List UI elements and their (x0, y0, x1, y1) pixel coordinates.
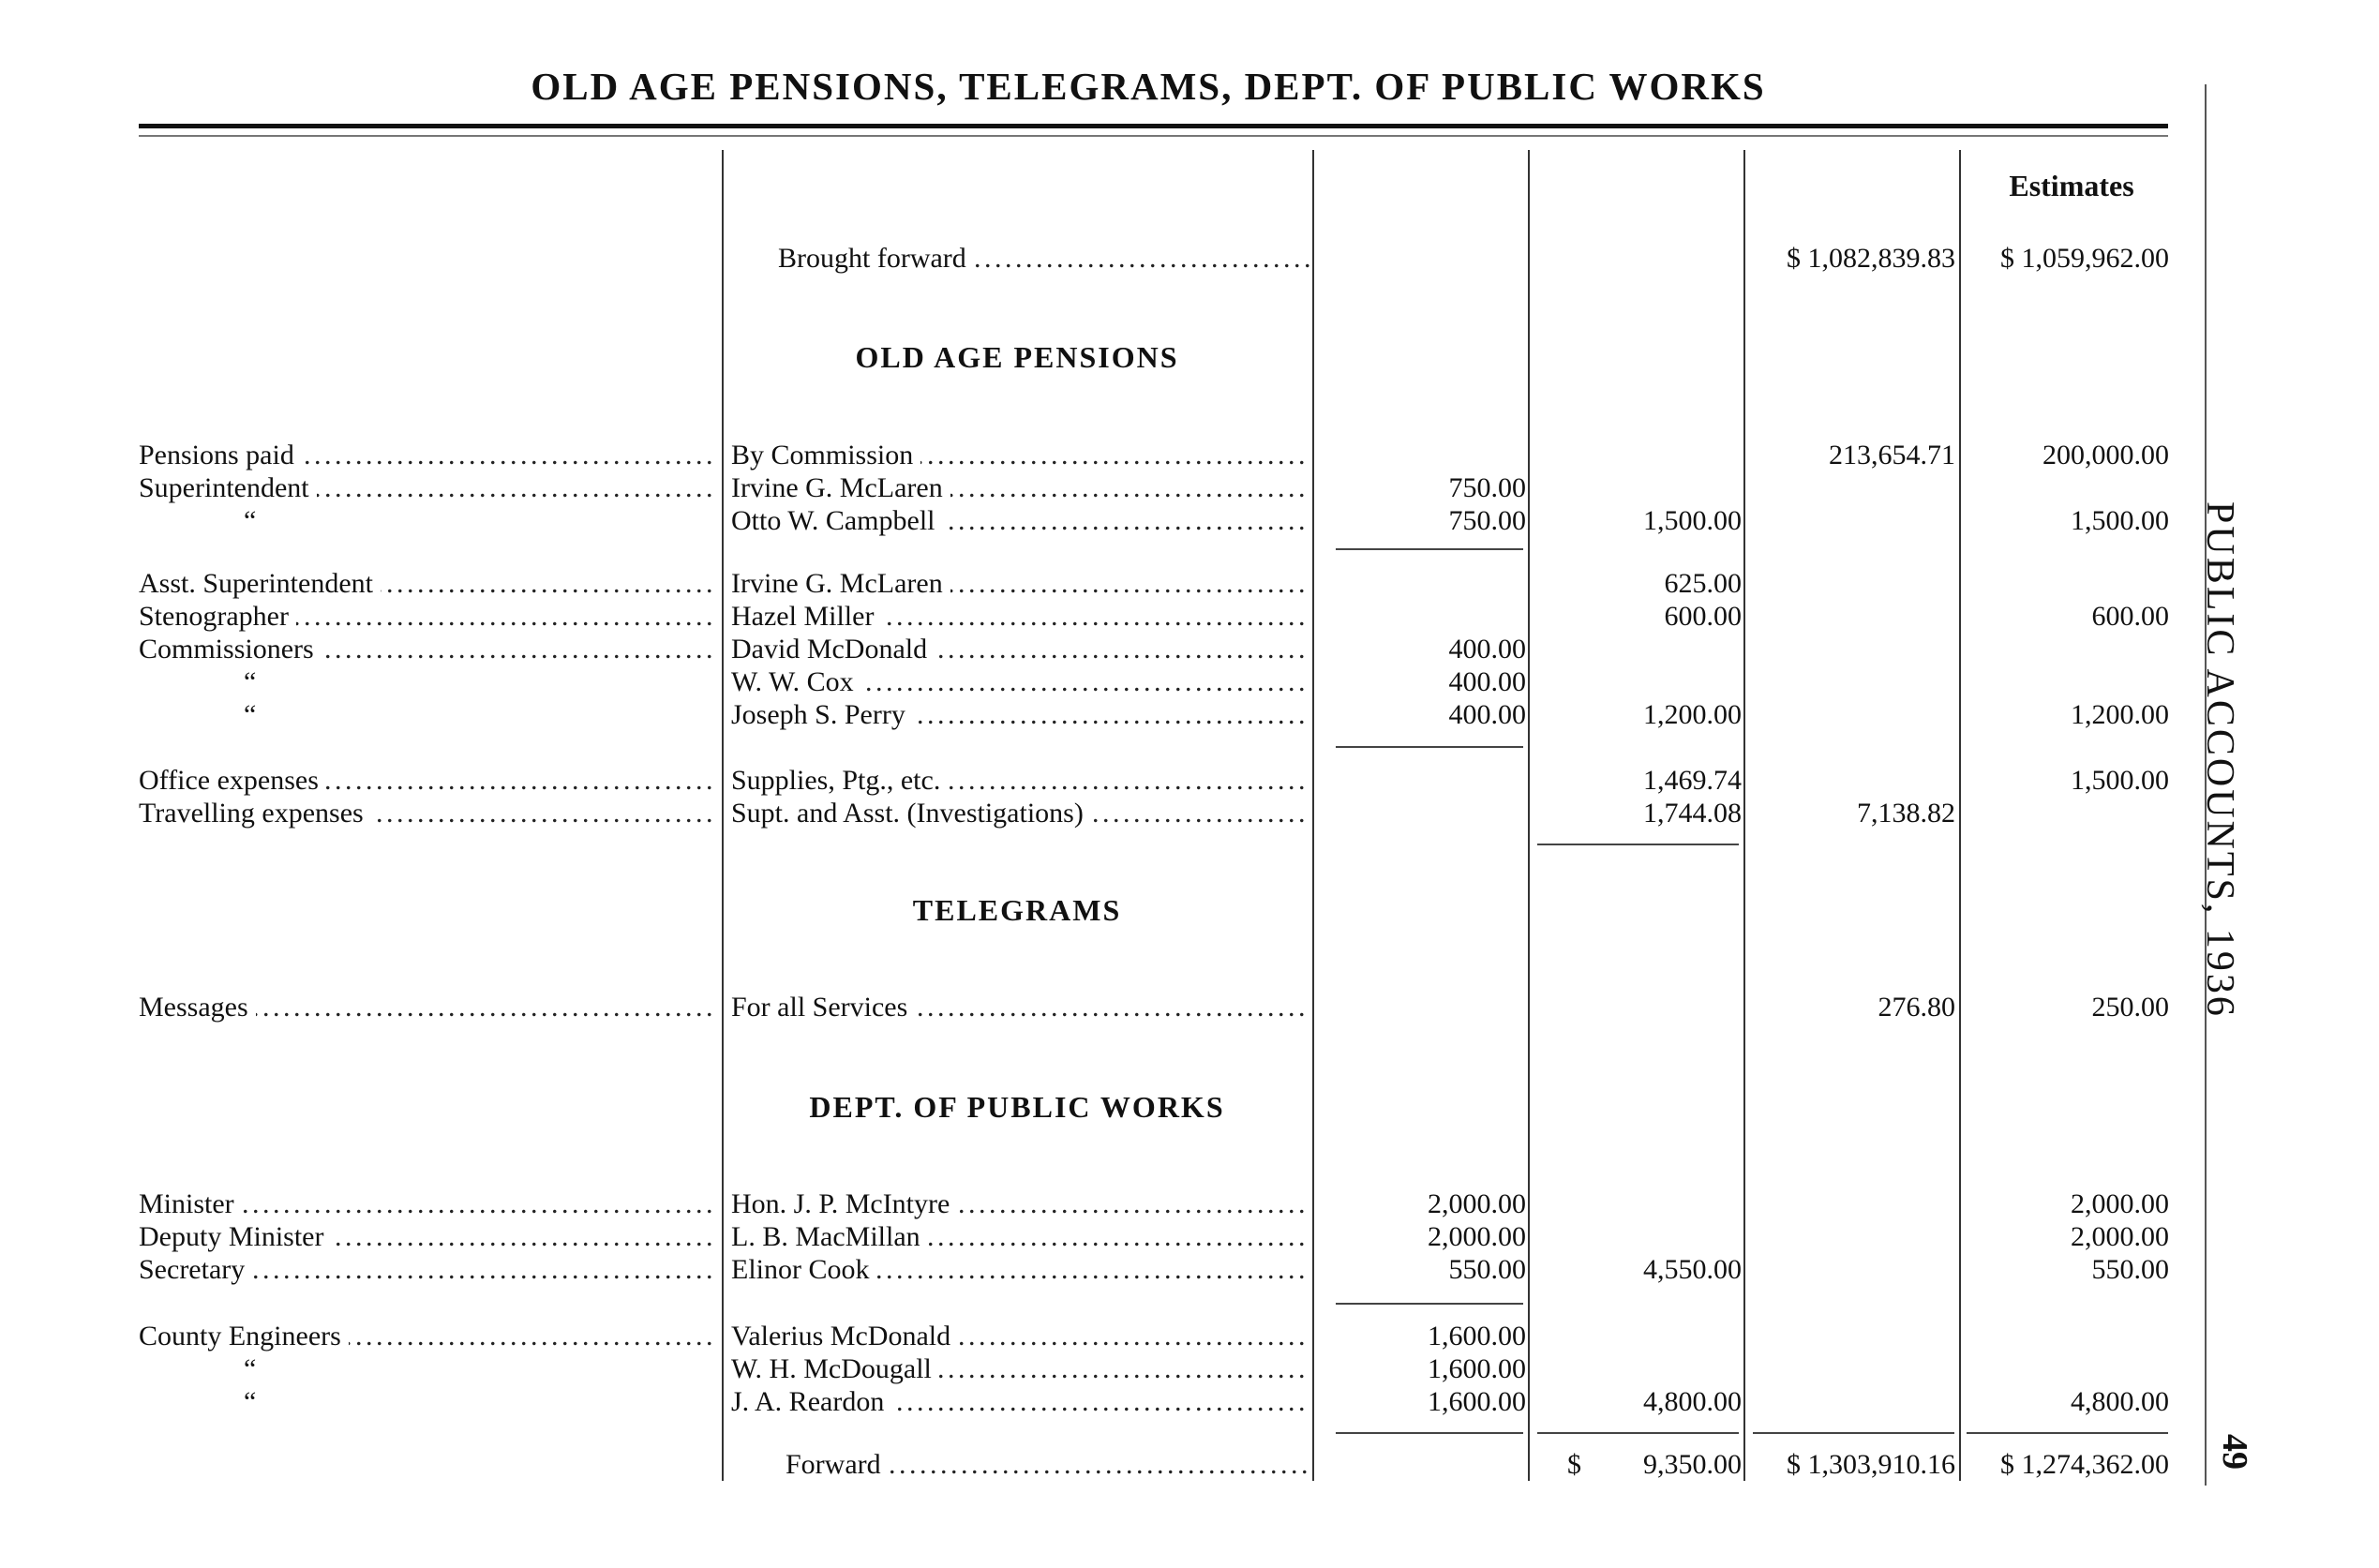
table-row (0, 504, 2379, 537)
row-desc: Otto W. Campbell . . . (731, 504, 1310, 537)
row-desc: W. H. McDougall . . . (731, 1352, 1310, 1385)
table-row (0, 567, 2379, 600)
row-desc: Forward . . . (786, 1448, 1310, 1481)
row-label-ditto: “ (139, 1385, 718, 1418)
row-desc: L. B. MacMillan . . . (731, 1220, 1310, 1253)
table-row (0, 1187, 2379, 1220)
amount-col3: $ 1,303,910.16 (1787, 1449, 1955, 1480)
estimates-header: Estimates (2009, 169, 2134, 202)
amount-col4: 1,200.00 (2071, 699, 2169, 730)
subtotal-rule (1336, 746, 1523, 748)
section-heading-telegrams: TELEGRAMS (912, 893, 1122, 927)
row-desc: Supplies, Ptg., etc. . . . (731, 764, 1310, 797)
row-desc: Joseph S. Perry . . . (731, 698, 1310, 731)
row-label: Messages . . . (139, 991, 718, 1023)
row-desc: For all Services . . . (731, 991, 1310, 1023)
row-label-ditto: “ (139, 665, 718, 698)
row-label: County Engineers . . . (139, 1320, 718, 1352)
table-row (0, 439, 2379, 471)
table-row (0, 665, 2379, 698)
row-desc: David McDonald . . . (731, 633, 1310, 665)
row-label-ditto: “ (139, 698, 718, 731)
page-title: OLD AGE PENSIONS, TELEGRAMS, DEPT. OF PUBLIC WORKS (531, 65, 1766, 108)
row-desc: By Commission . . . (731, 439, 1310, 471)
table-row (0, 471, 2379, 504)
table-row (0, 1253, 2379, 1286)
table-row (0, 797, 2379, 829)
table-row (0, 991, 2379, 1023)
amount-col4: $ 1,274,362.00 (2000, 1449, 2169, 1480)
amount-col1: 400.00 (1448, 666, 1526, 697)
amount-col1: 1,600.00 (1428, 1386, 1526, 1417)
row-label: Minister . . . (139, 1187, 718, 1220)
table-row (0, 1352, 2379, 1385)
row-desc: Hazel Miller . . . (731, 600, 1310, 633)
amount-col4: 4,800.00 (2071, 1386, 2169, 1417)
row-desc: Elinor Cook . . . (731, 1253, 1310, 1286)
amount-col3: $ 1,082,839.83 (1787, 243, 1955, 274)
amount-col3: 213,654.71 (1829, 440, 1955, 470)
table-row-brought-forward (0, 242, 2379, 275)
table-row (0, 1220, 2379, 1253)
row-desc: Valerius McDonald . . . (731, 1320, 1310, 1352)
page-number: 49 (2215, 1434, 2254, 1470)
subtotal-rule (1537, 844, 1739, 845)
row-desc: W. W. Cox . . . (731, 665, 1310, 698)
table-row (0, 764, 2379, 797)
amount-col4: 200,000.00 (2042, 440, 2169, 470)
amount-col3: 276.80 (1878, 992, 1955, 1023)
row-label: Office expenses . . . (139, 764, 718, 797)
amount-col2: 625.00 (1664, 568, 1742, 599)
row-desc: Brought forward . . . (778, 242, 1310, 275)
total-rule-col3 (1753, 1432, 1954, 1434)
subtotal-rule (1336, 548, 1523, 550)
title-rule-thin (139, 135, 2168, 137)
row-label: Commissioners . . . (139, 633, 718, 665)
row-label: Stenographer . . . (139, 600, 718, 633)
amount-col2: 4,550.00 (1643, 1254, 1742, 1285)
amount-col4: 250.00 (2091, 992, 2169, 1023)
amount-col1: 2,000.00 (1428, 1221, 1526, 1252)
total-rule-col2 (1537, 1432, 1739, 1434)
amount-col4: 1,500.00 (2071, 505, 2169, 536)
title-rule-thick (139, 124, 2168, 128)
row-label-ditto: “ (139, 504, 718, 537)
amount-col2: 1,200.00 (1643, 699, 1742, 730)
row-desc: Hon. J. P. McIntyre . . . (731, 1187, 1310, 1220)
amount-col1: 400.00 (1448, 699, 1526, 730)
currency-sign: $ (1567, 1449, 1581, 1480)
amount-col2: 1,744.08 (1643, 798, 1742, 829)
amount-col1: 750.00 (1448, 505, 1526, 536)
row-label: Travelling expenses . . . (139, 797, 718, 829)
amount-col4: 1,500.00 (2071, 765, 2169, 796)
amount-col1: 750.00 (1448, 472, 1526, 503)
row-label-ditto: “ (139, 1352, 718, 1385)
amount-col1: 400.00 (1448, 634, 1526, 665)
row-label: Asst. Superintendent . . . (139, 567, 718, 600)
amount-col4: $ 1,059,962.00 (2000, 243, 2169, 274)
amount-col4: 600.00 (2091, 601, 2169, 632)
amount-col1: 2,000.00 (1428, 1188, 1526, 1219)
amount-col4: 550.00 (2091, 1254, 2169, 1285)
table-row (0, 1320, 2379, 1352)
row-label: Secretary . . . (139, 1253, 718, 1286)
row-label: Superintendent . . . (139, 471, 718, 504)
amount-col1: 1,600.00 (1428, 1321, 1526, 1351)
side-title: PUBLIC ACCOUNTS, 1936 (2198, 501, 2241, 1019)
amount-col4: 2,000.00 (2071, 1188, 2169, 1219)
total-rule-col1 (1336, 1432, 1523, 1434)
row-desc: Supt. and Asst. (Investigations) . . . (731, 797, 1310, 829)
total-rule-col4 (1967, 1432, 2168, 1434)
amount-col2: 9,350.00 (1643, 1449, 1742, 1480)
amount-col1: 1,600.00 (1428, 1353, 1526, 1384)
amount-col2: 1,500.00 (1643, 505, 1742, 536)
table-row (0, 600, 2379, 633)
row-label: Deputy Minister . . . (139, 1220, 718, 1253)
section-heading-old-age-pensions: OLD AGE PENSIONS (855, 340, 1179, 374)
row-desc: Irvine G. McLaren . . . (731, 567, 1310, 600)
table-row (0, 698, 2379, 731)
table-row (0, 633, 2379, 665)
amount-col4: 2,000.00 (2071, 1221, 2169, 1252)
amount-col2: 1,469.74 (1643, 765, 1742, 796)
subtotal-rule (1336, 1303, 1523, 1305)
row-label: Pensions paid . . . (139, 439, 718, 471)
table-row-forward (0, 1448, 2379, 1481)
amount-col1: 550.00 (1448, 1254, 1526, 1285)
amount-col3: 7,138.82 (1857, 798, 1955, 829)
amount-col2: 4,800.00 (1643, 1386, 1742, 1417)
table-row (0, 1385, 2379, 1418)
row-desc: J. A. Reardon . . . (731, 1385, 1310, 1418)
row-desc: Irvine G. McLaren . . . (731, 471, 1310, 504)
amount-col2: 600.00 (1664, 601, 1742, 632)
section-heading-public-works: DEPT. OF PUBLIC WORKS (809, 1090, 1225, 1124)
